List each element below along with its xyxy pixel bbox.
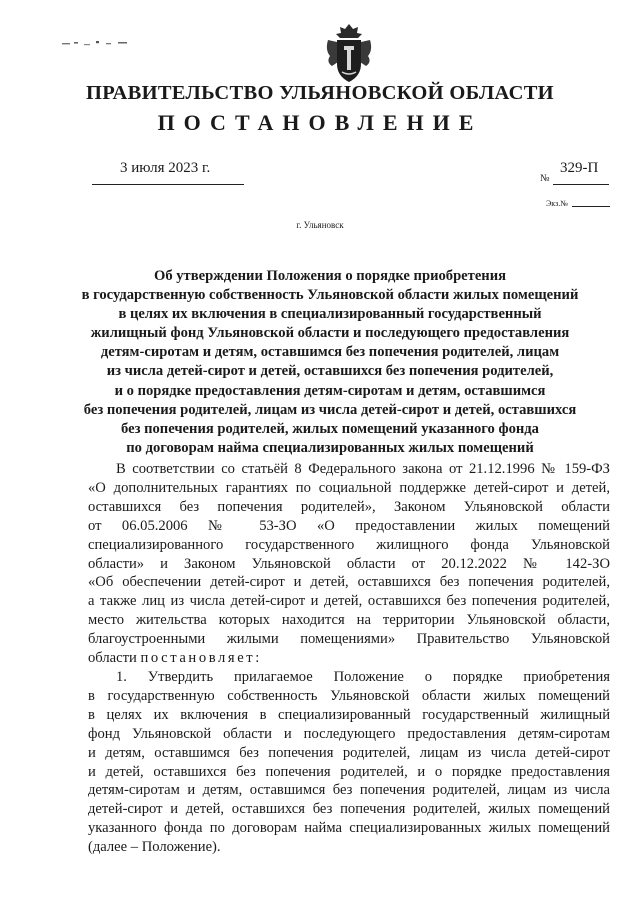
number-sign: № — [540, 173, 550, 184]
preamble-line: благоустроенными жилыми помещениями» Правительство Ульяновской — [88, 631, 610, 648]
copy-number-label: Экз.№ — [546, 199, 568, 208]
item-1-line: фонд Ульяновской области и последующего предоставления детям-сиротам — [88, 725, 610, 742]
item-1-line: в целях их включения в специализированный государственный жилищный — [88, 706, 610, 723]
coat-of-arms-emblem — [322, 20, 376, 86]
copy-number-underline — [572, 206, 610, 207]
preamble-line: а также лиц из числа детей-сирот и детей, оставшихся без попечения родителей, — [88, 593, 610, 610]
preamble-paragraph — [88, 460, 610, 668]
scan-artifact-marks — [62, 40, 134, 48]
title-line: в целях их включения в специализированный государственный — [118, 306, 542, 323]
item-1-line: и детей, оставшихся без попечения родителей, и о порядке предоставления — [88, 763, 610, 780]
preamble-line: области» и Законом Ульяновской области от 20.12.2022 № 142-ЗО — [88, 555, 610, 572]
title-line: без попечения родителей, жилых помещений указанного фонда — [121, 420, 539, 437]
title-line: и о порядке предоставления детям-сиротам и детям, оставшимся — [114, 382, 546, 399]
title-line: жилищный фонд Ульяновской области и последующего предоставления — [90, 325, 570, 342]
item-1-line: (далее – Положение). — [88, 839, 221, 856]
preamble-line: оставшихся без попечения родителей», Законом Ульяновской области — [88, 498, 610, 515]
preamble-line: «Об обеспечении детей-сирот и детей, оставшихся без попечения родителей, — [88, 574, 610, 591]
city: г. Ульяновск — [296, 220, 344, 230]
number-underline — [553, 184, 609, 185]
document-number: 329-П — [560, 160, 599, 176]
preamble-line: В соответствии со статьёй 8 Федерального закона от 21.12.1996 № 159-ФЗ — [116, 461, 610, 477]
document-date: 3 июля 2023 г. — [120, 160, 211, 176]
title-line: без попечения родителей, лицам из числа детей-сирот и детей, оставшихся — [83, 401, 577, 418]
title-line: детям-сиротам и детям, оставшимся без попечения родителей, лицам — [100, 344, 560, 361]
title-line: по договорам найма специализированных жилых помещений — [126, 439, 534, 456]
document-body — [88, 460, 610, 857]
preamble-line: «О дополнительных гарантиях по социальной поддержке детей-сирот и детей, — [88, 479, 610, 496]
preamble-line: место жительства которых находится на территории Ульяновской области, — [88, 612, 610, 629]
item-1-line: детей-сирот и детей, оставшихся без попечения родителей, жилых помещений — [88, 801, 610, 818]
preamble-last-line — [88, 649, 610, 668]
item-1-paragraph — [88, 668, 610, 857]
decree-word: постановляет: — [140, 650, 262, 667]
title-line: в государственную собственность Ульяновской области жилых помещений — [81, 287, 579, 304]
document-title — [80, 267, 580, 458]
item-1-line: 1. Утвердить прилагаемое Положение о порядке приобретения — [116, 668, 610, 685]
item-1-line: указанного фонда по договорам найма специализированных жилых помещений — [88, 820, 610, 837]
item-1-line: и детям, оставшимся без попечения родителей, лицам из числа детей-сирот — [88, 744, 610, 761]
date-underline — [92, 184, 244, 185]
preamble-line: от 06.05.2006 № 53-ЗО «О предоставлении жилых помещений — [88, 517, 610, 534]
item-1-line: в государственную собственность Ульяновской области жилых помещений — [88, 687, 610, 704]
preamble-line: специализированного государственного жилищного фонда Ульяновской — [88, 536, 610, 553]
document-type: ПОСТАНОВЛЕНИЕ — [157, 110, 483, 135]
title-line: из числа детей-сирот и детей, оставшихся без попечения родителей, — [106, 363, 554, 380]
item-1-line: детям-сиротам и детям, оставшимся без попечения родителей, лицам из числа — [88, 782, 610, 799]
preamble-end-word: области — [88, 650, 137, 667]
government-name: ПРАВИТЕЛЬСТВО УЛЬЯНОВСКОЙ ОБЛАСТИ — [86, 82, 554, 104]
title-line: Об утверждении Положения о порядке приобретения — [153, 268, 507, 284]
